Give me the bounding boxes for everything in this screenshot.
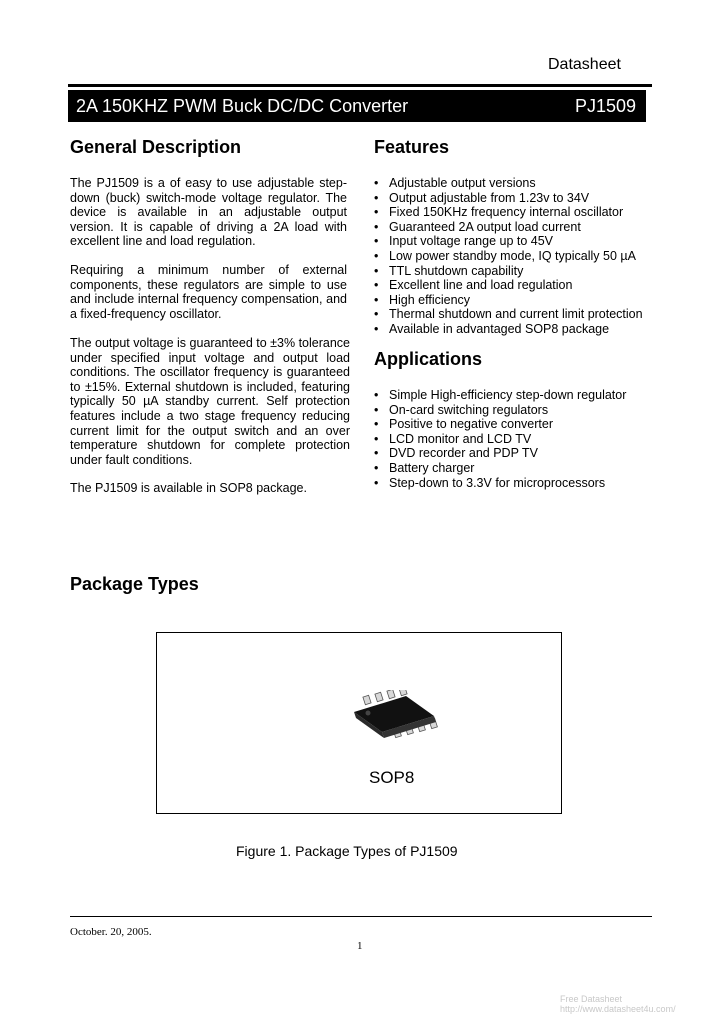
title-bar — [68, 90, 646, 122]
footer-rule — [70, 916, 652, 917]
part-number: PJ1509 — [574, 95, 636, 116]
list-item: • Output adjustable from 1.23v to 34V — [374, 191, 664, 206]
list-item: • LCD monitor and LCD TV — [374, 432, 664, 447]
document-title: 2A 150KHZ PWM Buck DC/DC Converter — [76, 95, 409, 116]
page-number: 1 — [357, 940, 363, 952]
footer-date: October. 20, 2005. — [70, 926, 152, 938]
applications-list — [374, 388, 664, 490]
package-label: SOP8 — [369, 768, 415, 787]
features-heading: Features — [374, 137, 450, 157]
list-item: • Input voltage range up to 45V — [374, 234, 664, 249]
list-item: • DVD recorder and PDP TV — [374, 446, 664, 461]
description-paragraph-4: The PJ1509 is available in SOP8 package. — [70, 481, 307, 495]
description-paragraph-1: The PJ1509 is a of easy to use adjustable step-down (buck) switch-mode voltage regulator. The device is available in an adjustable output version. It is capable of driving a 2A load with excellent line and load regulation. — [70, 176, 347, 249]
list-item: • Thermal shutdown and current limit protection — [374, 307, 664, 322]
watermark: Free Datasheet http://www.datasheet4u.com/ — [560, 994, 676, 1014]
list-item: • Battery charger — [374, 461, 664, 476]
list-item: • Adjustable output versions — [374, 176, 664, 191]
list-item: • Fixed 150KHz frequency internal oscillator — [374, 205, 664, 220]
general-description-heading: General Description — [70, 137, 242, 157]
figure-caption: Figure 1. Package Types of PJ1509 — [236, 843, 458, 859]
top-rule — [68, 84, 652, 87]
list-item: • On-card switching regulators — [374, 403, 664, 418]
list-item: • Available in advantaged SOP8 package — [374, 322, 664, 337]
list-item: • Simple High-efficiency step-down regulator — [374, 388, 664, 403]
datasheet-label: Datasheet — [548, 56, 621, 73]
applications-heading: Applications — [374, 349, 483, 369]
list-item: • Low power standby mode, IQ typically 50 µA — [374, 249, 664, 264]
list-item: • Step-down to 3.3V for microprocessors — [374, 476, 664, 491]
list-item: • Guaranteed 2A output load current — [374, 220, 664, 235]
sop8-chip-icon — [350, 690, 440, 750]
description-paragraph-3: The output voltage is guaranteed to ±3% tolerance under specified input voltage and output load conditions. The oscillator frequency is guaranteed to ±15%. External shutdown is included, featuring typically 50 µA standby current. Self protection features include a two stage frequency reducing current limit for the output switch and an over temperature shutdown for complete protection under fault conditions. — [70, 336, 350, 467]
list-item: • High efficiency — [374, 293, 664, 308]
features-list — [374, 176, 664, 337]
list-item: • TTL shutdown capability — [374, 264, 664, 279]
description-paragraph-2: Requiring a minimum number of external components, these regulators are simple to use and include internal frequency compensation, and a fixed-frequency oscillator. — [70, 263, 347, 321]
list-item: • Excellent line and load regulation — [374, 278, 664, 293]
list-item: • Positive to negative converter — [374, 417, 664, 432]
package-types-heading: Package Types — [70, 574, 199, 594]
